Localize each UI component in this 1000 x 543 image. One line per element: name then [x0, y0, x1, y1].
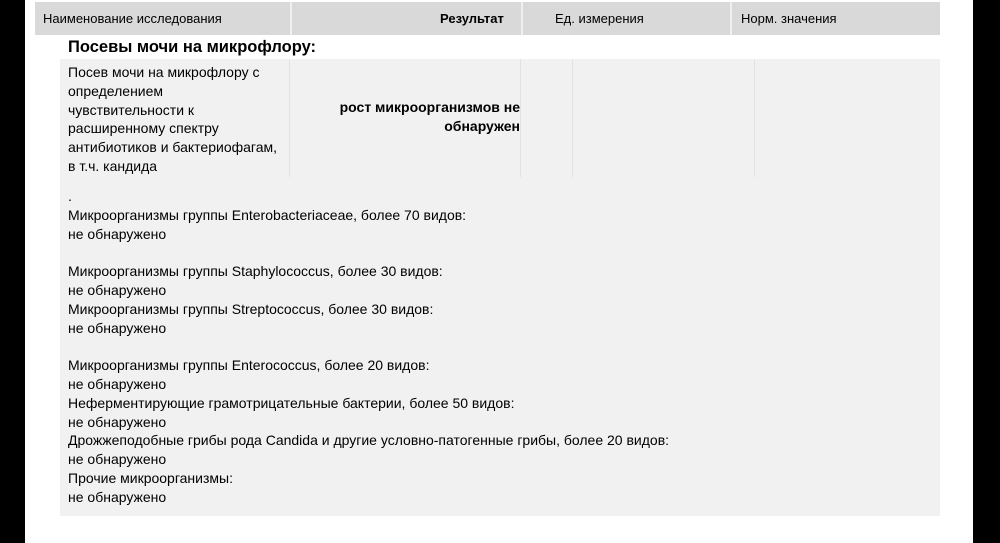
test-name-line: антибиотиков и бактериофагам, — [68, 139, 278, 156]
header-norm: Норм. значения — [741, 11, 837, 26]
enterococcus-result: не обнаружено — [68, 375, 167, 392]
enterobacteriaceae-label: Микроорганизмы группы Enterobacteriaceae, более 70 видов: — [68, 206, 467, 223]
test-name-line: чувствительности к — [68, 101, 195, 118]
other-label: Прочие микроорганизмы: — [68, 469, 233, 486]
header-unit: Ед. измерения — [555, 11, 644, 26]
streptococcus-label: Микроорганизмы группы Streptococcus, более 30 видов: — [68, 300, 434, 317]
section-title: Посевы мочи на микрофлору: — [68, 38, 317, 56]
test-result-line: рост микроорганизмов не — [339, 99, 520, 115]
header-result: Результат — [440, 11, 504, 26]
candida-label: Дрожжеподобные грибы рода Candida и другие условно-патогенные грибы, более 20 видов: — [68, 432, 670, 449]
column-divider — [572, 59, 573, 177]
test-name-line: расширенному спектру — [68, 120, 219, 137]
other-result: не обнаружено — [68, 488, 167, 505]
staphylococcus-result: не обнаружено — [68, 281, 167, 298]
test-name-line: определением — [68, 82, 164, 99]
streptococcus-result: не обнаружено — [68, 319, 167, 336]
details-list — [68, 187, 928, 507]
column-divider — [520, 59, 521, 177]
header-name: Наименование исследования — [43, 11, 222, 26]
nonfermenting-label: Неферментирующие грамотрицательные бактерии, более 50 видов: — [68, 394, 515, 411]
header-divider — [730, 2, 732, 35]
spacer — [68, 243, 928, 262]
test-result — [310, 98, 520, 136]
nonfermenting-result: не обнаружено — [68, 413, 167, 430]
test-name-line: Посев мочи на микрофлору с — [68, 64, 260, 80]
test-name-line: в т.ч. кандида — [68, 157, 158, 174]
test-name — [68, 63, 293, 176]
results-block — [60, 59, 940, 516]
column-divider — [754, 59, 755, 177]
enterobacteriaceae-result: не обнаружено — [68, 225, 167, 242]
spacer — [68, 337, 928, 356]
header-divider — [290, 2, 292, 35]
staphylococcus-label: Микроорганизмы группы Staphylococcus, более 30 видов: — [68, 263, 443, 280]
enterococcus-label: Микроорганизмы группы Enterococcus, более 20 видов: — [68, 357, 430, 374]
details-dot: . — [68, 188, 72, 204]
table-header — [35, 2, 940, 35]
test-result-line: обнаружен — [444, 118, 520, 134]
header-divider — [521, 2, 523, 35]
candida-result: не обнаружено — [68, 451, 167, 468]
